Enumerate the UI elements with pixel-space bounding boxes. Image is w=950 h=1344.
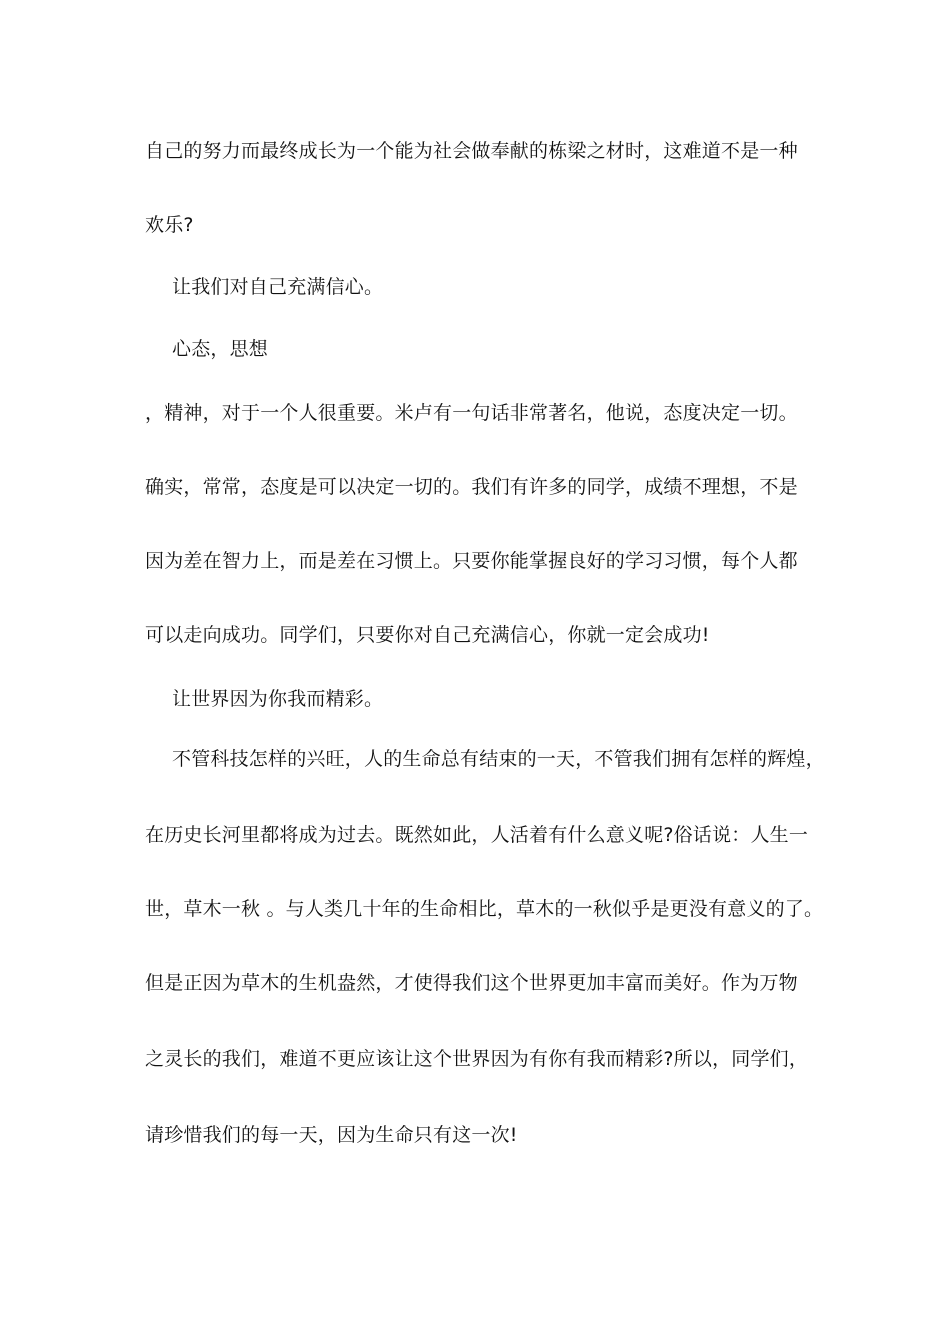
paragraph-line: 在历史长河里都将成为过去。既然如此，人活着有什么意义呢?俗话说：人生一 [145,824,809,846]
paragraph-line: 可以走向成功。同学们，只要你对自己充满信心，你就一定会成功! [145,624,710,646]
paragraph-line: 世，草木一秋 。与人类几十年的生命相比，草木的一秋似乎是更没有意义的了。 [145,898,824,920]
paragraph-line: 不管科技怎样的兴旺，人的生命总有结束的一天，不管我们拥有怎样的辉煌， [172,748,825,770]
heading-line: 心态，思想 [172,338,269,360]
paragraph-line: 但是正因为草木的生机盎然，才使得我们这个世界更加丰富而美好。作为万物 [145,972,798,994]
heading-line: 让世界因为你我而精彩。 [172,688,384,710]
paragraph-line: 之灵长的我们，难道不更应该让这个世界因为有你有我而精彩?所以，同学们， [145,1048,809,1070]
heading-line: 让我们对自己充满信心。 [172,276,384,298]
paragraph-line: 确实，常常，态度是可以决定一切的。我们有许多的同学，成绩不理想，不是 [145,476,798,498]
paragraph-line: ，精神，对于一个人很重要。米卢有一句话非常著名，他说，态度决定一切。 [145,402,798,424]
paragraph-line: 欢乐? [145,214,194,236]
paragraph-line: 请珍惜我们的每一天，因为生命只有这一次! [145,1124,518,1146]
paragraph-line: 自己的努力而最终成长为一个能为社会做奉献的栋梁之材时，这难道不是一种 [145,140,798,162]
paragraph-line: 因为差在智力上，而是差在习惯上。只要你能掌握良好的学习习惯，每个人都 [145,550,798,572]
